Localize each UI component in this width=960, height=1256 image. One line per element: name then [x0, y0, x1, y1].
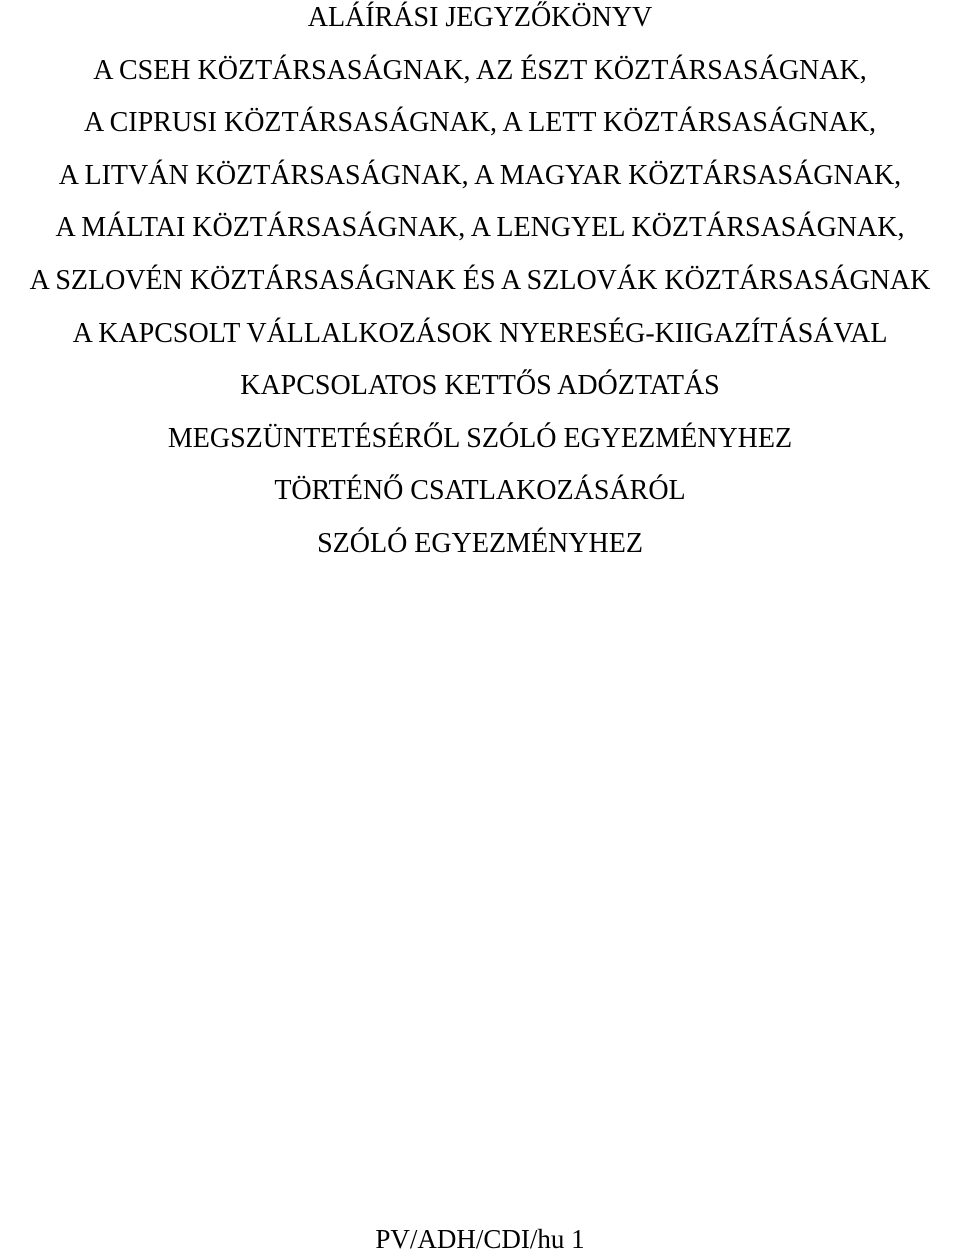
- title-line-5: A MÁLTAI KÖZTÁRSASÁGNAK, A LENGYEL KÖZTÁRSASÁGNAK,: [55, 212, 905, 244]
- title-line-1: ALÁÍRÁSI JEGYZŐKÖNYV: [307, 2, 653, 33]
- title-line-6: A SZLOVÉN KÖZTÁRSASÁGNAK ÉS A SZLOVÁK KÖZTÁRSASÁGNAK: [29, 264, 931, 296]
- title-line-9: MEGSZÜNTETÉSÉRŐL SZÓLÓ EGYEZMÉNYHEZ: [167, 422, 793, 454]
- document-title: [0, 0, 960, 579]
- title-line-10: TÖRTÉNŐ CSATLAKOZÁSÁRÓL: [274, 475, 686, 507]
- title-line-2: A CSEH KÖZTÁRSASÁGNAK, AZ ÉSZT KÖZTÁRSASÁGNAK,: [93, 54, 867, 86]
- title-line-3: A CIPRUSI KÖZTÁRSASÁGNAK, A LETT KÖZTÁRSASÁGNAK,: [83, 107, 877, 139]
- title-line-11: SZÓLÓ EGYEZMÉNYHEZ: [317, 527, 643, 559]
- title-line-4: A LITVÁN KÖZTÁRSASÁGNAK, A MAGYAR KÖZTÁRSASÁGNAK,: [58, 159, 902, 191]
- page-reference: PV/ADH/CDI/hu 1: [375, 1224, 585, 1254]
- title-line-7: A KAPCSOLT VÁLLALKOZÁSOK NYERESÉG-KIIGAZÍTÁSÁVAL: [72, 317, 888, 349]
- title-line-8: KAPCSOLATOS KETTŐS ADÓZTATÁS: [240, 370, 720, 402]
